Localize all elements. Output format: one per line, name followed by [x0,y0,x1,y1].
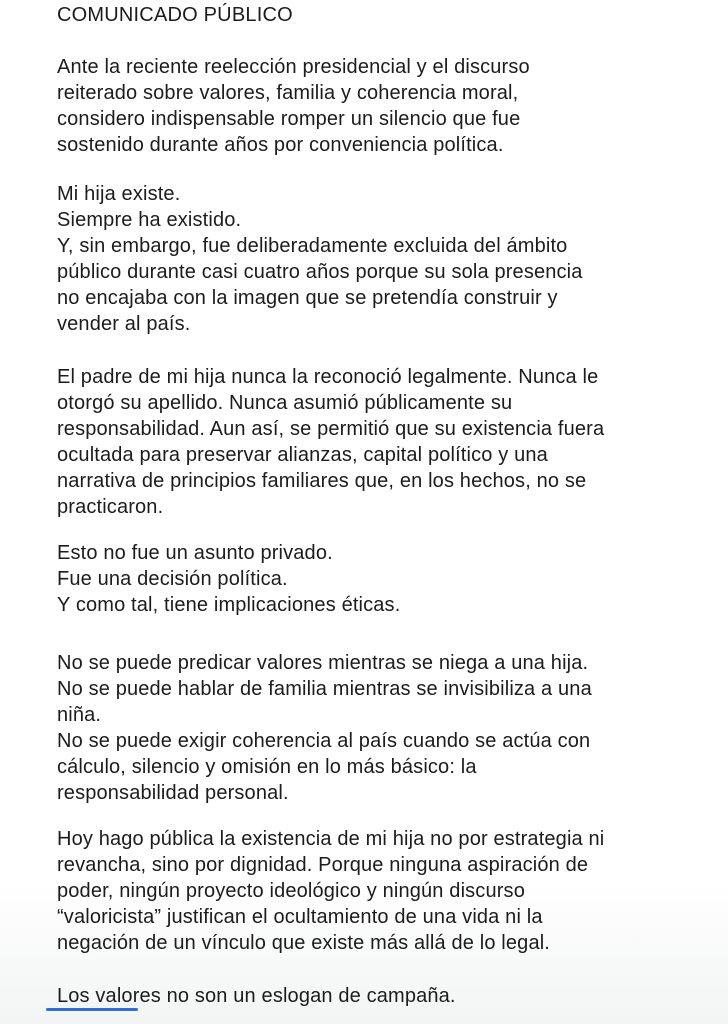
text-line: Los valores no son un eslogan de campaña. [57,985,456,1007]
paragraph-closing [57,983,717,1009]
text-line: reiterado sobre valores, familia y coherencia moral, [57,82,519,104]
text-line: niña. [57,704,102,726]
text-line: cálculo, silencio y omisión en lo más básico: la [57,756,477,778]
paragraph-intro [57,54,717,158]
text-line: sostenido durante años por conveniencia política. [57,134,504,156]
text-line: No se puede hablar de familia mientras se invisibiliza a una [57,678,592,700]
text-line: no encajaba con la imagen que se pretendía construir y [57,287,558,309]
paragraph-father [57,364,717,520]
text-line: narrativa de principios familiares que, en los hechos, no se [57,470,587,492]
text-line: público durante casi cuatro años porque su sola presencia [57,261,583,283]
text-line: revancha, sino por dignidad. Porque ninguna aspiración de [57,854,589,876]
text-line: responsabilidad personal. [57,782,289,804]
text-line: poder, ningún proyecto ideológico y ningún discurso [57,880,525,902]
document-title: COMUNICADO PÚBLICO [57,4,293,26]
text-line: practicaron. [57,496,164,518]
text-line: responsabilidad. Aun así, se permitió que su existencia fuera [57,418,605,440]
text-line: No se puede predicar valores mientras se niega a una hija. [57,652,589,674]
text-line: ocultada para preservar alianzas, capital político y una [57,444,548,466]
paragraph-dignity [57,826,717,956]
paragraph-daughter-exists [57,181,717,337]
text-line: Hoy hago pública la existencia de mi hija no por estrategia ni [57,828,605,850]
text-line: Siempre ha existido. [57,209,242,231]
paragraph-political-decision [57,540,717,618]
text-line: vender al país. [57,313,191,335]
text-line: Esto no fue un asunto privado. [57,542,333,564]
text-line: Y, sin embargo, fue deliberadamente excluida del ámbito [57,235,568,257]
text-line: Ante la reciente reelección presidencial y el discurso [57,56,530,78]
text-line: El padre de mi hija nunca la reconoció legalmente. Nunca le [57,366,599,388]
text-line: considero indispensable romper un silencio que fue [57,108,521,130]
text-line: Fue una decisión política. [57,568,288,590]
text-line: “valoricista” justifican el ocultamiento de una vida ni la [57,906,543,928]
text-line: Mi hija existe. [57,183,181,205]
text-selection-underline [46,1008,138,1011]
text-line: otorgó su apellido. Nunca asumió públicamente su [57,392,513,414]
paragraph-values [57,650,717,806]
text-line: No se puede exigir coherencia al país cuando se actúa con [57,730,591,752]
text-line: Y como tal, tiene implicaciones éticas. [57,594,401,616]
text-line: negación de un vínculo que existe más allá de lo legal. [57,932,551,954]
